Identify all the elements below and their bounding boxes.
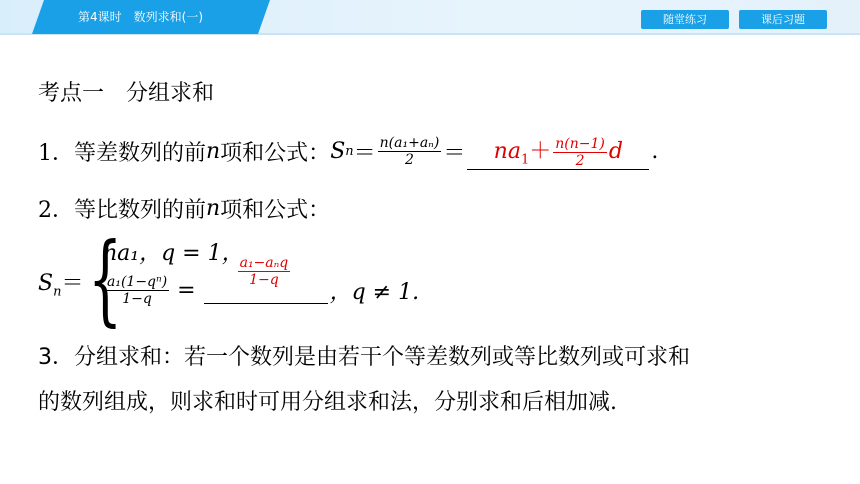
item-3-text-1: 若一个数列是由若干个等差数列或等比数列或可求和 [184,345,691,370]
answer-na: na [493,139,521,164]
lesson-title: 第4课时 数列求和(一) [78,10,203,24]
answer-fraction-numerator: n(n−1) [555,135,605,152]
item-1-formula-fraction [378,135,442,168]
item-3-label: 3．分组求和： [38,345,184,370]
case-q-equals-1: na₁，q = 1， [103,241,244,266]
item-2-answer-blank [204,255,328,304]
item-2-answer-denominator: 1−q [249,272,279,288]
item-3-line-2: 的数列组成，则求和时可用分组求和法，分别求和后相加减. [38,390,617,415]
item-1-suffix: 项和公式： [220,141,331,167]
item-3-line-1 [38,336,690,380]
item-2-sn [38,266,83,299]
item-2-s-sub: n [53,284,62,300]
answer-fraction-denominator: 2 [575,152,585,169]
item-2-formula [38,223,498,337]
case-q-not-1 [103,255,420,307]
in-class-practice-button[interactable]: 随堂练习 [641,10,729,29]
item-2-prefix: 2．等比数列的前 [38,198,206,223]
item-2-answer-numerator: a₁−aₙq [239,255,289,271]
item-2-var-n: n [206,196,221,221]
left-brace-icon: { [88,223,123,337]
answer-sub: 1 [520,152,530,168]
item-2-answer-fraction [238,255,291,288]
homework-button[interactable]: 课后习题 [739,10,827,29]
item-1-answer-blank [467,134,649,170]
fraction-denominator: 2 [405,152,414,169]
item-2-eq: ＝ [61,271,84,296]
case2-fraction [105,274,169,307]
item-1-end: . [651,139,659,165]
item-2-s: S [38,271,54,296]
case2-eq: = [177,278,196,303]
answer-plus: ＋ [529,139,552,164]
item-2-title [38,193,330,224]
answer-fraction [553,136,607,169]
item-1-eq2: ＝ [443,141,466,167]
fraction-numerator: n(a₁+aₙ) [379,135,440,152]
item-1 [38,134,658,170]
case2-denominator: 1−q [122,291,152,307]
item-1-var-n: n [206,139,221,165]
case2-numerator: a₁(1−qⁿ) [107,274,168,290]
item-1-sn-sub: n [345,144,354,160]
case2-tail: ，q ≠ 1. [329,280,420,305]
item-1-sn: S [330,139,346,165]
section-heading: 考点一 分组求和 [38,81,215,106]
answer-d: d [608,139,623,164]
item-2-suffix: 项和公式： [220,198,331,223]
item-1-eq: ＝ [353,141,376,167]
item-1-prefix: 1．等差数列的前 [38,141,206,167]
